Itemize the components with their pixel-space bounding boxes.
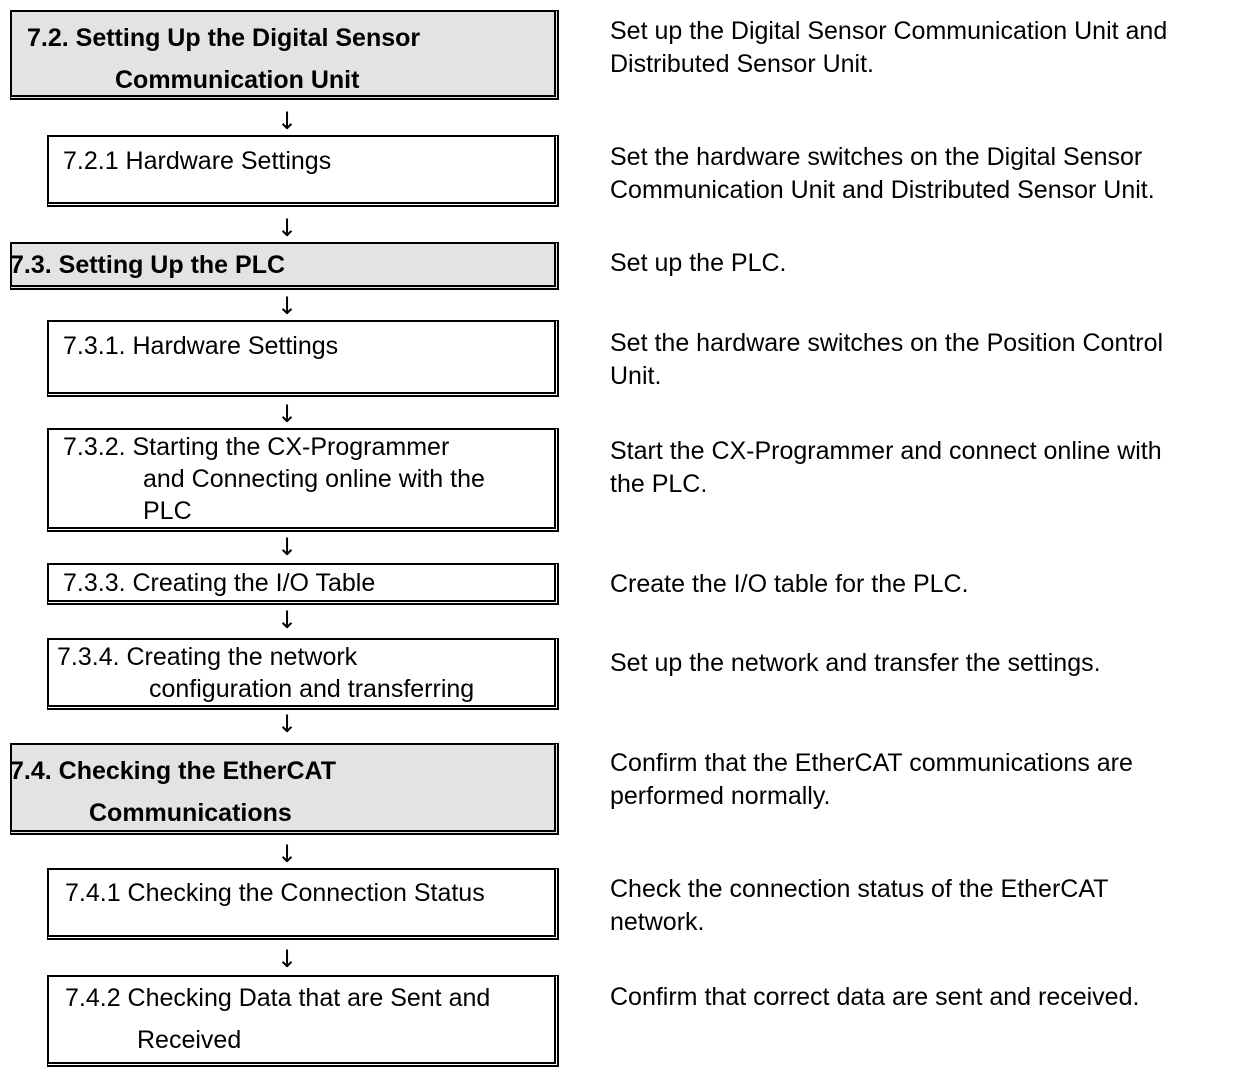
step-description-7-3-4	[610, 647, 1240, 680]
flow-arrow: ↓	[277, 292, 298, 320]
step-box-7-3-2	[47, 428, 559, 532]
step-box-7-3-3	[47, 563, 559, 605]
flow-arrow: ↓	[277, 533, 298, 561]
step-box-7-4-2	[47, 975, 559, 1067]
step-label: 7.3.3. Creating the I/O Table	[63, 569, 376, 597]
step-label: Received	[137, 1026, 242, 1054]
description-line: Confirm that the EtherCAT communications are	[610, 749, 1133, 777]
step-label: 7.4. Checking the EtherCAT	[10, 757, 336, 785]
step-box-7-3	[10, 242, 559, 290]
step-description-7-3	[610, 247, 1240, 280]
step-label: configuration and transferring	[149, 675, 475, 703]
step-label: 7.3. Setting Up the PLC	[10, 251, 286, 279]
flow-arrow: ↓	[277, 400, 298, 428]
description-line: Set up the network and transfer the settings.	[610, 649, 1101, 677]
flow-arrow: ↓	[277, 606, 298, 634]
step-description-7-3-3	[610, 568, 1240, 601]
description-line: Set the hardware switches on the Position Control	[610, 329, 1164, 357]
description-line: Distributed Sensor Unit.	[610, 50, 875, 78]
step-label: PLC	[143, 497, 192, 525]
step-label: 7.4.2 Checking Data that are Sent and	[65, 984, 491, 1012]
flow-arrow: ↓	[277, 710, 298, 738]
description-line: Create the I/O table for the PLC.	[610, 570, 969, 598]
step-description-7-2	[610, 15, 1240, 81]
description-line: performed normally.	[610, 782, 831, 810]
description-line: Start the CX-Programmer and connect online with	[610, 437, 1162, 465]
flow-arrow: ↓	[277, 840, 298, 868]
step-label: Communications	[89, 799, 292, 827]
step-box-7-4	[10, 743, 559, 835]
step-box-7-2	[10, 10, 559, 100]
step-label: 7.3.1. Hardware Settings	[63, 332, 339, 360]
step-label: 7.2.1 Hardware Settings	[63, 147, 332, 175]
step-description-7-4-2	[610, 981, 1240, 1014]
step-label: and Connecting online with the	[143, 465, 485, 493]
description-line: Set the hardware switches on the Digital Sensor	[610, 143, 1143, 171]
step-description-7-4-1	[610, 873, 1240, 939]
flow-arrow: ↓	[277, 214, 298, 242]
description-line: Check the connection status of the EtherCAT	[610, 875, 1109, 903]
flow-arrow: ↓	[277, 107, 298, 135]
step-label: 7.4.1 Checking the Connection Status	[65, 879, 485, 907]
description-line: Set up the Digital Sensor Communication Unit and	[610, 17, 1168, 45]
description-line: the PLC.	[610, 470, 708, 498]
step-description-7-3-1	[610, 327, 1240, 393]
description-line: network.	[610, 908, 705, 936]
description-line: Communication Unit and Distributed Sensor Unit.	[610, 176, 1155, 204]
step-box-7-3-1	[47, 320, 559, 397]
step-description-7-3-2	[610, 435, 1240, 501]
description-line: Unit.	[610, 362, 662, 390]
step-label: 7.3.4. Creating the network	[57, 643, 358, 671]
step-box-7-3-4	[47, 638, 559, 710]
description-line: Set up the PLC.	[610, 249, 787, 277]
step-description-7-4	[610, 747, 1240, 813]
step-label: 7.3.2. Starting the CX-Programmer	[63, 433, 450, 461]
step-description-7-2-1	[610, 141, 1240, 207]
flow-arrow: ↓	[277, 945, 298, 973]
step-box-7-2-1	[47, 135, 559, 207]
step-label: Communication Unit	[115, 66, 360, 94]
step-box-7-4-1	[47, 868, 559, 940]
step-label: 7.2. Setting Up the Digital Sensor	[27, 24, 421, 52]
description-line: Confirm that correct data are sent and received.	[610, 983, 1140, 1011]
